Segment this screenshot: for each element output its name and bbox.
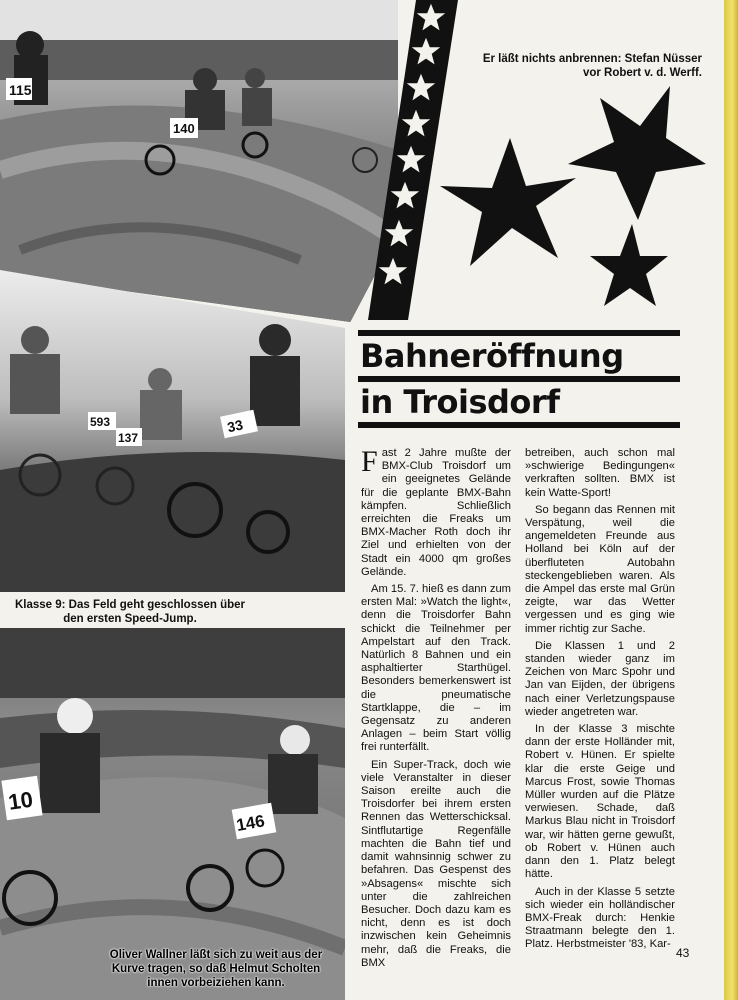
article-paragraph: Am 15. 7. hieß es dann zum ersten Mal: »Watch the light«, denn die Troisdorfer Bahn schickt die Teilnehmer per Ampelstart auf den Track. Natürlich 8 Bahnen und ein asphaltierter Starthügel. Besonders bemerkenswert ist die pneumatische Startklappe, die – im Gegensatz zu anderen Anlagen – beim Start völlig frei runterfällt. bbox=[361, 583, 511, 754]
headline-line-1: Bahneröffnung bbox=[360, 337, 624, 375]
plate-number: 33 bbox=[225, 416, 245, 436]
article-paragraph: So begann das Rennen mit Verspätung, weil die angemeldeten Freunde aus Holland bei Köln auf der überfluteten Autobahn steckengeblieben waren. Als die Ampel das erste mal Grün zeigte, war das Wetter vergessen und es ging wie immer richtig zur Sache. bbox=[525, 503, 675, 635]
article-paragraph: Fast 2 Jahre mußte der BMX-Club Troisdorf um ein geeignetes Gelände für die geplante BMX-Bahn kämpfen. Schließlich erreichten die Freaks um BMX-Macher Roth doch ihr Ziel und erhielten von der Stadt ein 4000 qm großes Gelände. bbox=[361, 445, 511, 578]
headline-block bbox=[358, 330, 680, 428]
small-star bbox=[590, 224, 668, 306]
page-edge bbox=[724, 0, 738, 1000]
headline-line-2: in Troisdorf bbox=[360, 383, 560, 421]
caption-speed-jump: Klasse 9: Das Feld geht geschlossen über den ersten Speed-Jump. bbox=[14, 599, 246, 625]
plate-number: 140 bbox=[173, 121, 195, 136]
headline-rule-bottom bbox=[358, 422, 680, 428]
photo-race-corner bbox=[0, 0, 398, 322]
article-paragraph: Auch in der Klasse 5 setzte sich wieder ein holländischer BMX-Freak durch: Henkie Straatmann belegte den 1. Platz. Herbstmeister '83, Kar- bbox=[525, 885, 675, 951]
plate-number: 115 bbox=[9, 82, 32, 98]
photo-speed-jump bbox=[0, 270, 345, 592]
big-star-right bbox=[568, 86, 706, 220]
plate-number: 137 bbox=[118, 431, 139, 445]
article-paragraph: In der Klasse 3 mischte dann der erste Holländer mit, Robert v. Hünen. Er spielte klar die erste Geige und Marcus Frost, sowie Thomas Müller wurden auf die Plätze verwiesen. Schade, daß Markus Blau nicht in Troisdorf war, wir hätten gerne gewußt, ob Robert v. Hünen auch dann den 1. Platz belegt hätte. bbox=[525, 723, 675, 881]
article-paragraph: Ein Super-Track, doch wie viele Veranstalter in dieser Saison ereilte auch die Troisdorfer bei ihrem ersten Rennen das Wetterschicksal. Sintflutartige Regenfälle machten die Bahn tief und damit wahnsinnig schwer zu befahren. Das Gespenst des »Absagens« mischte sich unter die zahlreichen Besucher. Doch dazu kam es nicht, denn es ist doch inzwischen kein Geheimnis mehr, daß die Freaks, die BMX bbox=[361, 758, 511, 969]
photo-race-corner-image bbox=[0, 0, 398, 322]
article-column-2 bbox=[525, 447, 675, 956]
page-number: 43 bbox=[676, 946, 690, 960]
caption-top-right: Er läßt nichts anbrennen: Stefan Nüsser vor Robert v. d. Werff. bbox=[482, 53, 702, 79]
dropcap: F bbox=[361, 445, 378, 478]
big-star-left bbox=[440, 138, 576, 266]
article-paragraph: Die Klassen 1 und 2 standen wieder ganz im Zeichen von Marc Spohr und Jan van Eijden, der übrigens nach einer Verletzungspause wieder angetreten war. bbox=[525, 639, 675, 718]
plate-number: 146 bbox=[234, 811, 267, 835]
article-paragraph: betreiben, auch schon mal »schwierige Bedingungen« verkraften sollten. BMX ist kein Watte-Sport! bbox=[525, 447, 675, 499]
photo-curve bbox=[0, 628, 345, 1000]
big-stars-graphic bbox=[430, 80, 710, 320]
article-column-1 bbox=[361, 447, 511, 974]
photo-speed-jump-image bbox=[0, 270, 345, 592]
caption-curve: Oliver Wallner läßt sich zu weit aus der Kurve tragen, so daß Helmut Scholten innen vorbeiziehen kann. bbox=[109, 949, 323, 989]
plate-number: 593 bbox=[90, 415, 111, 429]
plate-number: 10 bbox=[6, 786, 35, 815]
photo-curve-image bbox=[0, 628, 345, 1000]
